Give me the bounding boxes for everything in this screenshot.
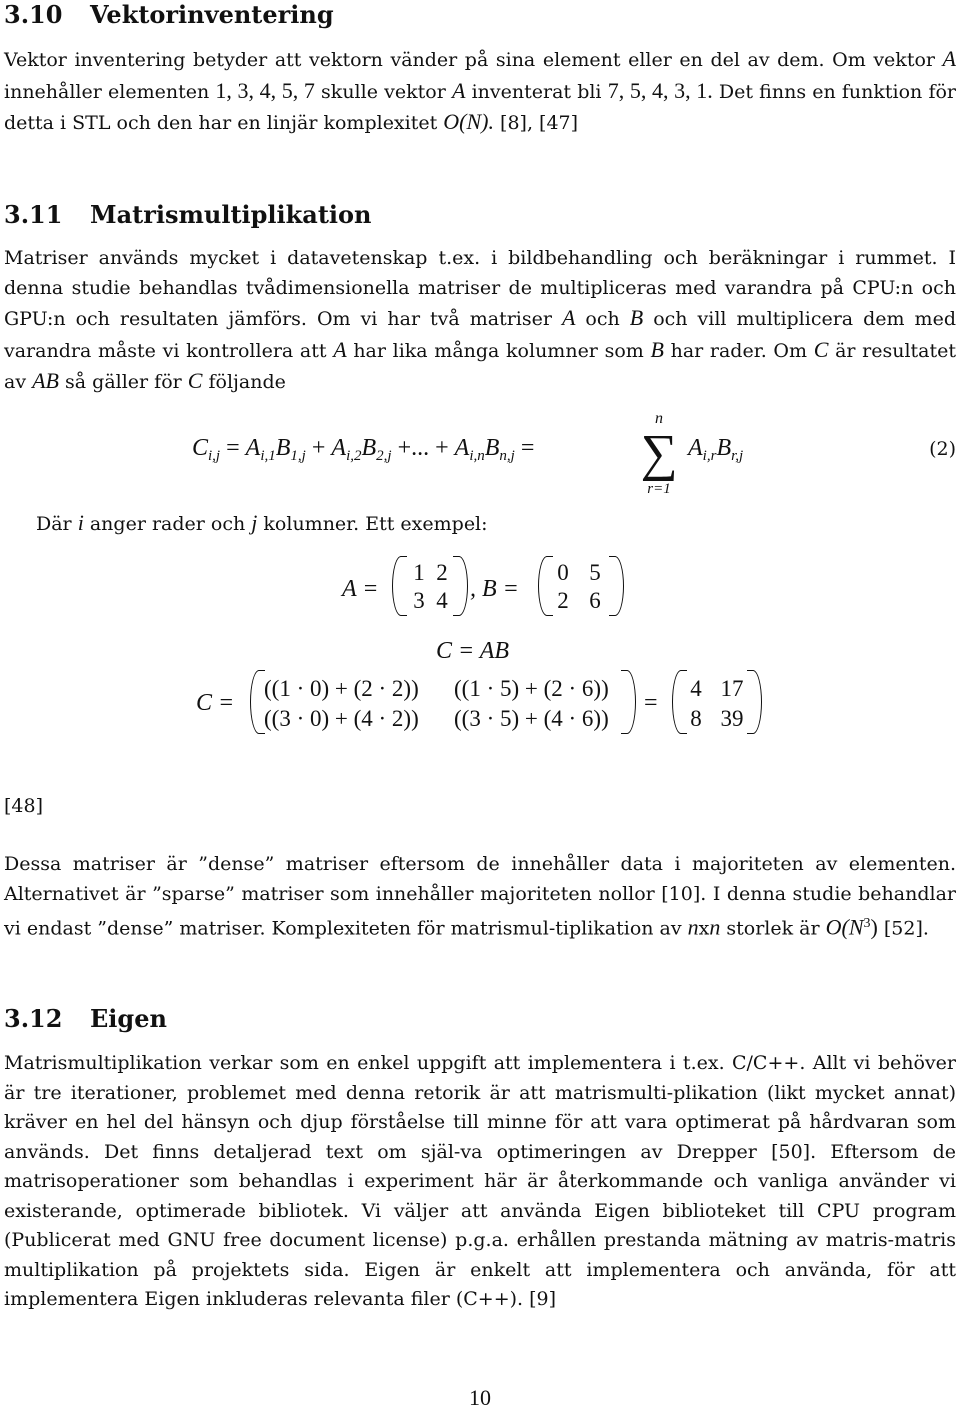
- math-subscript: i,2: [346, 448, 362, 464]
- math-symbol: A: [331, 435, 347, 461]
- math-variable: n: [709, 914, 721, 940]
- math-variable: B: [629, 305, 644, 330]
- math-symbol: B: [275, 435, 291, 461]
- page-number: 10: [469, 1385, 491, 1410]
- matrix-cell: 4: [690, 676, 702, 701]
- section-heading-3-10: [4, 0, 334, 29]
- matrix-c-result: [672, 670, 762, 736]
- text-run: och: [575, 308, 630, 330]
- matrix-a-label: [342, 576, 378, 603]
- matrix-cell: 1: [413, 560, 425, 585]
- text-run: anger rader och: [83, 513, 252, 535]
- text-run: Matriser används mycket i datavetenskap t.ex. i bildbehandling och beräkningar i rummet. I denna studie behandlas tvådimensionella matriser de multipliceras med varandra på CPU:n och GPU:n och resultaten jämförs. Om vi har två matriser: [4, 247, 956, 330]
- text-run: x: [698, 917, 710, 940]
- text-run: innehåller elementen: [4, 80, 216, 103]
- matrix-cell: 39: [720, 706, 744, 731]
- math-subscript: n,j: [499, 448, 515, 464]
- math-expression: C = AB: [436, 638, 510, 664]
- matrix-b: [538, 556, 624, 618]
- matrix-cell: 4: [436, 588, 448, 613]
- sum-upper-limit: n: [655, 410, 663, 427]
- left-paren: [538, 556, 553, 616]
- summation-sign: [630, 410, 688, 498]
- text-run: har lika många kolumner som: [346, 339, 651, 362]
- text-run: storlek är: [720, 917, 826, 940]
- math-subscript: i,n: [469, 448, 485, 464]
- section-title: Eigen: [90, 1004, 167, 1033]
- text-run: följande: [202, 371, 286, 393]
- math-subscript: 1,j: [290, 448, 306, 464]
- math-operator: +... +: [391, 435, 455, 461]
- citation: [8], [47]: [494, 112, 579, 134]
- math-subscript: i,1: [260, 448, 276, 464]
- paragraph-vektorinventering: [4, 44, 956, 139]
- math-complexity: O(N: [825, 914, 864, 940]
- equation-2-right: [688, 435, 743, 462]
- text-run: Det finns en funktion för detta i STL och den har en linjär komplexitet: [4, 80, 957, 134]
- sigma-glyph: ∑: [640, 425, 678, 482]
- matrix-cell: 17: [720, 676, 744, 701]
- matrix-cell: ((3 · 5) + (4 · 6)): [454, 706, 609, 731]
- math-symbol: , B =: [470, 576, 519, 602]
- left-paren: [250, 670, 265, 734]
- matrix-cell: 3: [413, 588, 425, 613]
- matrix-cell: ((1 · 5) + (2 · 6)): [454, 676, 609, 701]
- math-variable: j: [251, 510, 258, 535]
- math-subscript: r,j: [731, 448, 744, 464]
- right-paren: [747, 670, 762, 734]
- paragraph-dense: [4, 850, 956, 944]
- equation-number: (2): [929, 438, 956, 460]
- math-variable: A: [333, 336, 347, 362]
- math-operator: =: [220, 435, 246, 461]
- matrix-c-label: [196, 690, 234, 717]
- math-symbol: A: [454, 435, 470, 461]
- section-heading-3-12: [4, 1004, 167, 1033]
- section-number: 3.12: [4, 1004, 63, 1033]
- math-paren: ): [870, 914, 878, 940]
- math-complexity: O(N).: [443, 109, 495, 134]
- matrix-cell: 5: [589, 560, 601, 585]
- math-operator: =: [514, 435, 535, 461]
- math-symbol: B: [361, 435, 377, 461]
- section-title: Matrismultiplikation: [90, 200, 372, 229]
- paragraph-where: [36, 508, 936, 540]
- matrix-cell: 2: [436, 560, 448, 585]
- citation: [52].: [877, 917, 929, 940]
- math-subscript: i,r: [702, 448, 717, 464]
- math-variable: A: [942, 46, 956, 71]
- matrix-cell: 0: [557, 560, 569, 585]
- math-symbol: A: [688, 435, 703, 461]
- text-run: inventerat bli: [465, 80, 608, 103]
- matrix-cell: 8: [690, 706, 702, 731]
- paragraph-eigen: Matrismultiplikation verkar som en enkel uppgift att implementera i t.ex. C/C++. Allt vi behöver är tre iterationer, problemet med denna retorik är att matrismulti-plikation (likt mycket annat) kräver en hel del hänsyn och djup förståelse till minne för att vara optimerat på hårdvaran som används. Det finns detaljerad text om själ-va optimeringen av Drepper [50]. Eftersom de matrisoperationer som behandlas i experiment här är återkommande och vanliga använder vi existerande, optimerade bibliotek. Vi väljer att använda Eigen biblioteket till CPU program (Publicerat med GNU free document license) p.g.a. erhållen prestanda mätning av matris-matris multiplikation på projektets sida. Eigen är enkelt att implementera och använda, för att implementera Eigen inkluderas relevanta filer (C++). [9]: [4, 1052, 956, 1310]
- math-variable: C: [187, 368, 203, 393]
- math-variable: AB: [32, 368, 59, 393]
- citation-48: [48]: [4, 795, 44, 817]
- matrix-c-expanded: [250, 670, 636, 736]
- math-exponent: 3: [863, 916, 871, 931]
- section-number: 3.10: [4, 0, 63, 29]
- math-symbol: A: [245, 435, 261, 461]
- c-equals-ab: [436, 638, 509, 665]
- matrix-cell: 2: [557, 588, 569, 613]
- section-number: 3.11: [4, 200, 63, 229]
- text-run: Där: [36, 513, 78, 535]
- equals-sign: =: [644, 690, 658, 716]
- math-variable: A: [561, 305, 576, 330]
- text-run: och vill multiplicera dem med varandra måste vi kontrollera att: [4, 308, 956, 362]
- section-heading-3-11: [4, 200, 372, 229]
- text-run: Vektor inventering betyder att vektorn vänder på sina element eller en del av dem. Om vektor: [4, 49, 943, 71]
- left-paren: [392, 556, 407, 616]
- text-run: kolumner. Ett exempel:: [257, 513, 488, 535]
- matrix-cell: ((3 · 0) + (4 · 2)): [264, 706, 419, 731]
- math-variable: i: [77, 510, 84, 535]
- sum-lower-limit: r=1: [647, 481, 671, 497]
- math-symbol: A =: [342, 576, 379, 602]
- math-subscript: 2,j: [376, 448, 392, 464]
- math-subscript: i,j: [208, 448, 221, 464]
- section-title: Vektorinventering: [90, 0, 334, 29]
- math-variable: B: [650, 336, 664, 362]
- text-run: är resultatet av: [4, 339, 957, 393]
- paragraph-matrismultiplikation: [4, 244, 956, 398]
- math-variable: A: [451, 77, 466, 103]
- matrix-cell: 6: [589, 588, 601, 613]
- text-run: har rader. Om: [663, 339, 814, 362]
- math-operator: +: [305, 435, 332, 461]
- math-variable: C: [813, 336, 829, 362]
- math-sequence: 7, 5, 4, 3, 1.: [607, 77, 713, 103]
- math-symbol: C =: [196, 690, 235, 716]
- right-paren: [609, 556, 624, 616]
- text-run: så gäller för: [59, 371, 188, 393]
- text-run: Dessa matriser är ”dense” matriser eftersom de innehåller data i majoriteten av elementen. Alternativet är ”sparse” matriser som innehåller majoriteten nollor [10]. I denna studie behandlar vi endast ”dense” matriser. Komplexiteten för matrismul-tiplikation av: [4, 853, 956, 940]
- matrix-cell: ((1 · 0) + (2 · 2)): [264, 676, 419, 701]
- matrix-b-label: [470, 576, 519, 603]
- math-symbol: B: [484, 435, 500, 461]
- equation-2-left: [192, 435, 534, 462]
- matrix-a: [392, 556, 468, 618]
- text-run: skulle vektor: [314, 80, 452, 103]
- math-symbol: B: [716, 435, 732, 461]
- math-sequence: 1, 3, 4, 5, 7: [215, 77, 315, 103]
- right-paren: [453, 556, 468, 616]
- math-symbol: C: [192, 435, 209, 461]
- math-variable: n: [687, 914, 699, 940]
